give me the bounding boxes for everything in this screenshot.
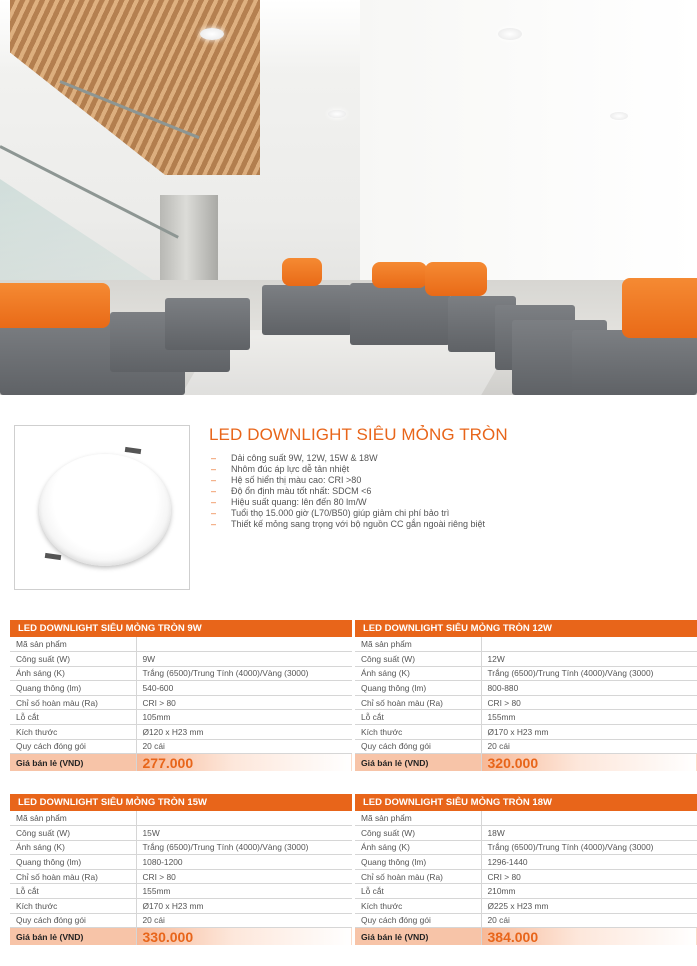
spec-value	[481, 811, 697, 826]
spec-label: Kích thước	[355, 899, 481, 914]
feature-item: – Thiết kế mỏng sang trọng với bộ nguồn CC gắn ngoài riêng biệt	[211, 519, 485, 530]
ceiling-light	[610, 112, 628, 120]
spec-label: Mã sản phẩm	[355, 811, 481, 826]
price-label: Giá bán lẻ (VND)	[10, 928, 136, 945]
spec-table-12w	[355, 620, 697, 771]
table-row	[355, 855, 697, 870]
spec-label: Công suất (W)	[355, 826, 481, 841]
spec-label: Lỗ cắt	[355, 884, 481, 899]
feature-item: – Tuổi thọ 15.000 giờ (L70/B50) giúp giảm chi phí bảo trì	[211, 508, 485, 519]
spec-label: Quang thông (lm)	[10, 855, 136, 870]
spec-table-body	[10, 637, 352, 771]
spec-label: Quy cách đóng gói	[355, 739, 481, 754]
spec-label: Công suất (W)	[355, 652, 481, 667]
spec-value: Ø170 x H23 mm	[136, 899, 352, 914]
spec-table-15w	[10, 794, 352, 945]
spec-value: 210mm	[481, 884, 697, 899]
table-row	[355, 652, 697, 667]
spec-label: Chỉ số hoàn màu (Ra)	[10, 869, 136, 884]
sofa-cushion	[282, 258, 322, 286]
price-value: 330.000	[136, 928, 352, 945]
ceiling-light	[498, 28, 522, 40]
spec-value: 9W	[136, 652, 352, 667]
spec-value: 12W	[481, 652, 697, 667]
spec-label: Mã sản phẩm	[355, 637, 481, 652]
sofa-cushion	[0, 283, 110, 328]
ceiling-light	[200, 28, 224, 40]
ottoman	[165, 298, 250, 350]
spec-label: Ánh sáng (K)	[355, 840, 481, 855]
spec-label: Kích thước	[355, 725, 481, 740]
spec-value: Trắng (6500)/Trung Tính (4000)/Vàng (3000)	[136, 840, 352, 855]
wood-ceiling-slats	[10, 0, 260, 175]
spec-label: Quy cách đóng gói	[10, 913, 136, 928]
feature-list	[211, 453, 485, 530]
spec-table-body	[355, 811, 697, 945]
table-row	[10, 666, 352, 681]
table-row	[10, 826, 352, 841]
hero-photo	[0, 0, 697, 395]
table-row	[355, 695, 697, 710]
spec-label: Quy cách đóng gói	[10, 739, 136, 754]
spec-label: Quang thông (lm)	[355, 855, 481, 870]
spec-label: Quy cách đóng gói	[355, 913, 481, 928]
price-row	[10, 754, 352, 771]
sofa-cushion	[622, 278, 697, 338]
spec-table-9w	[10, 620, 352, 771]
spec-value: 105mm	[136, 710, 352, 725]
feature-item: – Dải công suất 9W, 12W, 15W & 18W	[211, 453, 485, 464]
spec-value: 1296-1440	[481, 855, 697, 870]
price-row	[355, 754, 697, 771]
spec-table-18w	[355, 794, 697, 945]
spec-label: Lỗ cắt	[10, 710, 136, 725]
spec-value: CRI > 80	[136, 869, 352, 884]
price-label: Giá bán lẻ (VND)	[10, 754, 136, 771]
table-row	[355, 899, 697, 914]
spec-value: 15W	[136, 826, 352, 841]
table-row	[10, 840, 352, 855]
table-row	[10, 884, 352, 899]
table-row	[10, 739, 352, 754]
sofa	[262, 285, 352, 335]
sofa	[572, 330, 697, 395]
spec-value: 800-880	[481, 681, 697, 696]
product-image	[14, 425, 190, 590]
downlight-disc	[39, 454, 171, 566]
feature-item: – Hệ số hiển thị màu cao: CRI >80	[211, 475, 485, 486]
spec-table-body	[355, 637, 697, 771]
spec-value: CRI > 80	[481, 695, 697, 710]
spec-label: Kích thước	[10, 899, 136, 914]
spec-value	[136, 637, 352, 652]
spec-label: Lỗ cắt	[10, 884, 136, 899]
spec-value: CRI > 80	[136, 695, 352, 710]
spec-label: Ánh sáng (K)	[10, 666, 136, 681]
feature-item: – Hiệu suất quang: lên đến 80 lm/W	[211, 497, 485, 508]
table-row	[355, 710, 697, 725]
price-value: 320.000	[481, 754, 697, 771]
price-label: Giá bán lẻ (VND)	[355, 754, 481, 771]
spec-value: 20 cái	[481, 913, 697, 928]
table-row	[355, 811, 697, 826]
table-row	[10, 695, 352, 710]
spec-value: Trắng (6500)/Trung Tính (4000)/Vàng (3000)	[136, 666, 352, 681]
spec-label: Công suất (W)	[10, 652, 136, 667]
price-row	[355, 928, 697, 945]
table-row	[10, 811, 352, 826]
spec-value: 20 cái	[481, 739, 697, 754]
spec-value: 1080-1200	[136, 855, 352, 870]
spec-value	[136, 811, 352, 826]
spec-value: 20 cái	[136, 913, 352, 928]
spec-value: 20 cái	[136, 739, 352, 754]
spec-value: Trắng (6500)/Trung Tính (4000)/Vàng (3000)	[481, 840, 697, 855]
table-row	[10, 869, 352, 884]
price-row	[10, 928, 352, 945]
table-row	[355, 637, 697, 652]
spec-label: Kích thước	[10, 725, 136, 740]
spec-value: Ø170 x H23 mm	[481, 725, 697, 740]
feature-item: – Độ ổn định màu tốt nhất: SDCM <6	[211, 486, 485, 497]
spec-label: Chỉ số hoàn màu (Ra)	[10, 695, 136, 710]
spec-label: Mã sản phẩm	[10, 637, 136, 652]
price-value: 384.000	[481, 928, 697, 945]
table-row	[355, 884, 697, 899]
price-label: Giá bán lẻ (VND)	[355, 928, 481, 945]
spec-value: 540-600	[136, 681, 352, 696]
spec-label: Quang thông (lm)	[10, 681, 136, 696]
spec-label: Công suất (W)	[10, 826, 136, 841]
table-row	[10, 855, 352, 870]
spec-table-title: LED DOWNLIGHT SIÊU MỎNG TRÒN 15W	[10, 794, 352, 811]
spec-value: 155mm	[481, 710, 697, 725]
spec-label: Chỉ số hoàn màu (Ra)	[355, 695, 481, 710]
spec-label: Lỗ cắt	[355, 710, 481, 725]
table-row	[10, 899, 352, 914]
table-row	[355, 666, 697, 681]
spec-value: 155mm	[136, 884, 352, 899]
table-row	[10, 913, 352, 928]
spec-value: CRI > 80	[481, 869, 697, 884]
spec-label: Chỉ số hoàn màu (Ra)	[355, 869, 481, 884]
spec-label: Ánh sáng (K)	[10, 840, 136, 855]
table-row	[10, 652, 352, 667]
spec-value: Trắng (6500)/Trung Tính (4000)/Vàng (3000)	[481, 666, 697, 681]
table-row	[355, 840, 697, 855]
spec-label: Quang thông (lm)	[355, 681, 481, 696]
table-row	[10, 710, 352, 725]
spec-label: Mã sản phẩm	[10, 811, 136, 826]
table-row	[10, 725, 352, 740]
table-row	[355, 826, 697, 841]
ceiling-light	[328, 110, 346, 118]
spec-value: Ø120 x H23 mm	[136, 725, 352, 740]
table-row	[355, 913, 697, 928]
spec-label: Ánh sáng (K)	[355, 666, 481, 681]
spec-table-title: LED DOWNLIGHT SIÊU MỎNG TRÒN 18W	[355, 794, 697, 811]
feature-item: – Nhôm đúc áp lực dễ tản nhiệt	[211, 464, 485, 475]
spec-value	[481, 637, 697, 652]
product-title: LED DOWNLIGHT SIÊU MỎNG TRÒN	[209, 425, 508, 444]
spec-value: 18W	[481, 826, 697, 841]
table-row	[355, 725, 697, 740]
table-row	[355, 681, 697, 696]
price-value: 277.000	[136, 754, 352, 771]
table-row	[10, 637, 352, 652]
sofa-cushion	[372, 262, 427, 288]
spec-table-title: LED DOWNLIGHT SIÊU MỎNG TRÒN 12W	[355, 620, 697, 637]
spec-table-body	[10, 811, 352, 945]
spec-value: Ø225 x H23 mm	[481, 899, 697, 914]
table-row	[355, 869, 697, 884]
sofa-cushion	[425, 262, 487, 296]
spec-table-title: LED DOWNLIGHT SIÊU MỎNG TRÒN 9W	[10, 620, 352, 637]
table-row	[355, 739, 697, 754]
table-row	[10, 681, 352, 696]
